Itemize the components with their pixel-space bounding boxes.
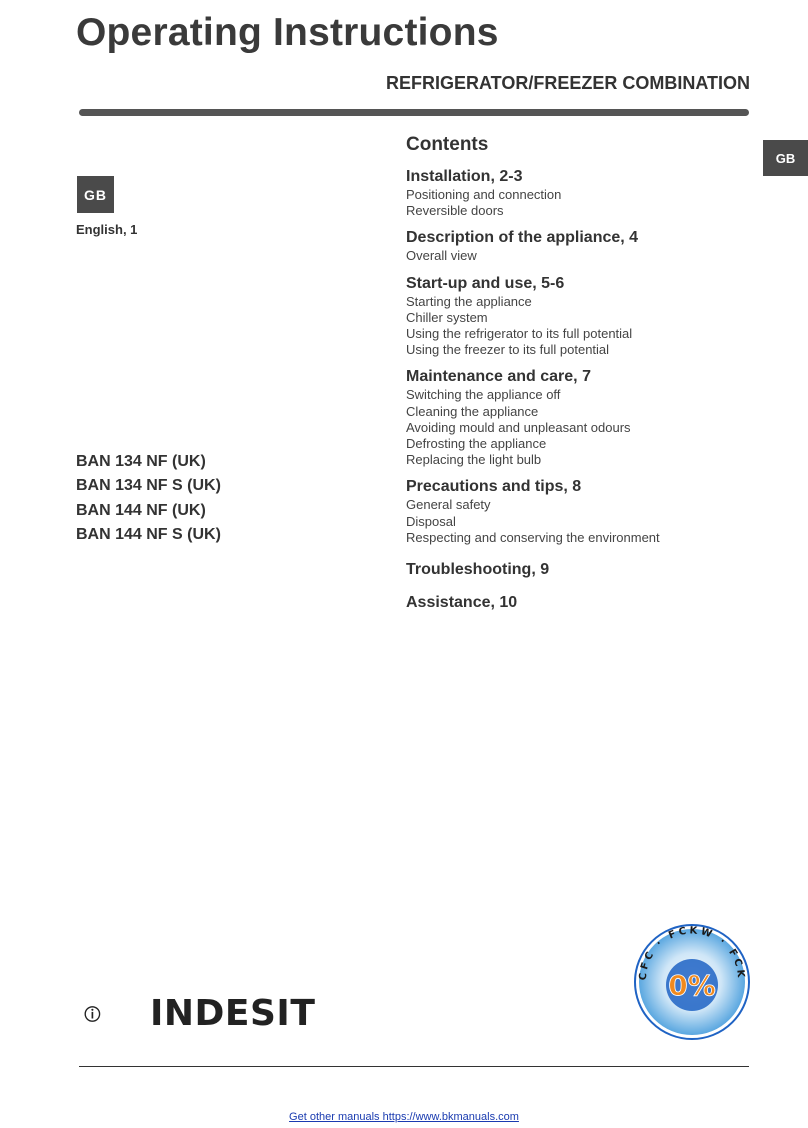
toc-item: Cleaning the appliance bbox=[406, 403, 539, 419]
toc-section-title: Precautions and tips, 8 bbox=[406, 478, 582, 496]
seal-ring-text: CFC · FCKW · FCK bbox=[637, 925, 747, 981]
toc-section bbox=[406, 560, 766, 580]
toc-item: General safety bbox=[406, 497, 491, 513]
toc-item: Chiller system bbox=[406, 309, 488, 325]
toc-section bbox=[406, 228, 766, 264]
footer-divider bbox=[79, 1066, 749, 1067]
toc-section bbox=[406, 593, 766, 613]
toc-item: Replacing the light bulb bbox=[406, 452, 542, 468]
toc-section bbox=[406, 367, 766, 468]
page-title: Operating Instructions bbox=[76, 11, 499, 54]
contents-title: Contents bbox=[406, 134, 489, 155]
toc-section-title: Start-up and use, 5-6 bbox=[406, 274, 565, 292]
manuals-link[interactable]: Get other manuals https://www.bkmanuals.com bbox=[289, 1111, 519, 1123]
toc-item: Positioning and connection bbox=[406, 187, 562, 202]
language-badge: GB bbox=[77, 176, 114, 213]
toc-item: Disposal bbox=[406, 513, 456, 529]
indesit-logo-icon bbox=[84, 986, 144, 1042]
model-name: BAN 134 NF (UK) bbox=[76, 453, 206, 470]
toc-item: Overall view bbox=[406, 248, 477, 264]
toc-item: Switching the appliance off bbox=[406, 387, 561, 403]
toc-section bbox=[406, 477, 766, 546]
toc-section bbox=[406, 274, 766, 359]
toc-section bbox=[406, 167, 766, 219]
header-divider bbox=[79, 109, 749, 116]
toc-section-title: Troubleshooting, 9 bbox=[406, 561, 550, 579]
toc-section-title: Description of the appliance, 4 bbox=[406, 229, 639, 247]
brand-name: INDESIT bbox=[150, 993, 316, 1034]
language-label: English, 1 bbox=[76, 222, 138, 237]
toc-section-title: Assistance, 10 bbox=[406, 594, 518, 612]
toc-item: Respecting and conserving the environment bbox=[406, 529, 660, 545]
toc-item: Reversible doors bbox=[406, 203, 504, 219]
toc-item: Avoiding mould and unpleasant odours bbox=[406, 419, 631, 435]
table-of-contents bbox=[406, 133, 766, 626]
toc-item: Using the freezer to its full potential bbox=[406, 342, 610, 358]
model-name: BAN 134 NF S (UK) bbox=[76, 477, 221, 495]
toc-item: Starting the appliance bbox=[406, 293, 532, 309]
model-name: BAN 144 NF S (UK) bbox=[76, 525, 221, 543]
model-list bbox=[76, 450, 221, 547]
page-subtitle: REFRIGERATOR/FREEZER COMBINATION bbox=[386, 73, 750, 93]
toc-section-title: Installation, 2-3 bbox=[406, 168, 523, 185]
seal-center-text: 0% bbox=[668, 969, 716, 1002]
language-side-tab: GB bbox=[763, 140, 808, 176]
cfc-free-seal-icon bbox=[633, 923, 751, 1041]
model-name: BAN 144 NF (UK) bbox=[76, 501, 206, 519]
toc-item: Defrosting the appliance bbox=[406, 436, 547, 452]
toc-item: Using the refrigerator to its full potential bbox=[406, 326, 633, 342]
toc-section-title: Maintenance and care, 7 bbox=[406, 368, 591, 386]
